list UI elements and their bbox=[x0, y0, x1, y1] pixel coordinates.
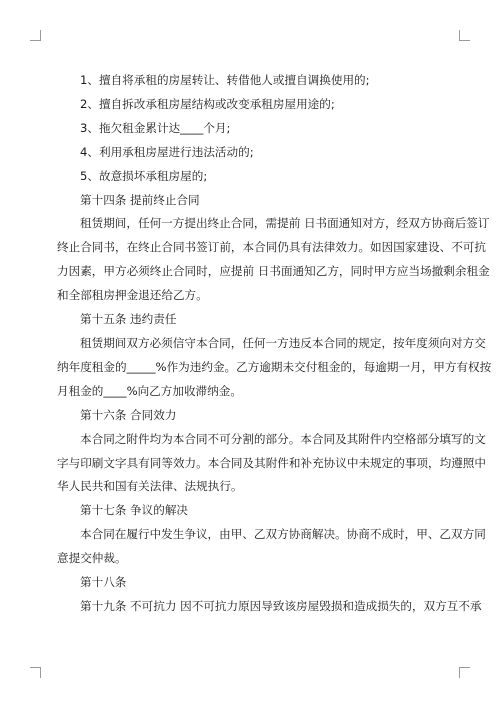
paragraph-line: 本合同在履行中发生争议，由甲、乙双方协商解决。协商不成时，甲、乙双方同 bbox=[80, 527, 486, 542]
paragraph-line: 本合同之附件均为本合同不可分割的部分。本合同及其附件内空格部分填写的文 bbox=[80, 431, 486, 446]
paragraph-line: 月租金的____%向乙方加收滞纳金。 bbox=[57, 383, 242, 398]
paragraph-line: 华人民共和国有关法律、法规执行。 bbox=[57, 479, 243, 494]
article-heading: 第十五条 违约责任 bbox=[80, 312, 177, 327]
crop-mark-top-left bbox=[30, 30, 41, 41]
paragraph-line: 和全部租房押金退还给乙方。 bbox=[57, 288, 208, 303]
paragraph-line: 纳年度租金的_____%作为违约金。乙方逾期未交付租金的，每逾期一月，甲方有权按 bbox=[57, 359, 492, 374]
crop-mark-bottom-left bbox=[30, 667, 41, 678]
crop-mark-bottom-right bbox=[459, 667, 470, 678]
list-item: 5、故意损坏承租房屋的; bbox=[80, 168, 208, 183]
crop-mark-top-right bbox=[459, 30, 470, 41]
article-paragraph bbox=[57, 428, 486, 500]
paragraph-line: 字与印刷文字具有同等效力。本合同及其附件和补充协议中未规定的事项，均遵照中 bbox=[57, 455, 486, 470]
article-heading: 第十七条 争议的解决 bbox=[80, 503, 189, 518]
paragraph-line: 力因素，甲方必须终止合同时，应提前 日书面通知乙方，同时甲方应当场撤剩余租金 bbox=[57, 264, 490, 279]
paragraph-line: 租赁期间，任何一方提出终止合同，需提前 日书面通知对方，经双方协商后签订 bbox=[80, 216, 490, 231]
article-heading: 第十八条 bbox=[80, 575, 127, 590]
paragraph-line: 租赁期间双方必须信守本合同，任何一方违反本合同的规定，按年度须向对方交 bbox=[80, 335, 486, 350]
list-item: 3、拖欠租金累计达____个月; bbox=[80, 120, 231, 135]
article-heading: 第十九条 不可抗力 因不可抗力原因导致该房屋毁损和造成损失的，双方互不承 bbox=[80, 598, 482, 613]
article-paragraph bbox=[57, 212, 490, 308]
list-item: 4、利用承租房屋进行违法活动的; bbox=[80, 144, 254, 159]
article-paragraph bbox=[57, 523, 486, 571]
article-paragraph bbox=[57, 332, 492, 404]
paragraph-line: 意提交仲裁。 bbox=[57, 551, 127, 566]
article-heading: 第十四条 提前终止合同 bbox=[80, 192, 200, 207]
list-item: 1、擅自将承租的房屋转让、转借他人或擅自调换使用的; bbox=[80, 73, 370, 87]
document-body bbox=[57, 69, 492, 619]
article-heading: 第十六条 合同效力 bbox=[80, 407, 177, 422]
list-item: 2、擅自拆改承租房屋结构或改变承租房屋用途的; bbox=[80, 96, 335, 111]
paragraph-line: 终止合同书，在终止合同书签订前，本合同仍具有法律效力。如因国家建设、不可抗 bbox=[57, 240, 486, 255]
